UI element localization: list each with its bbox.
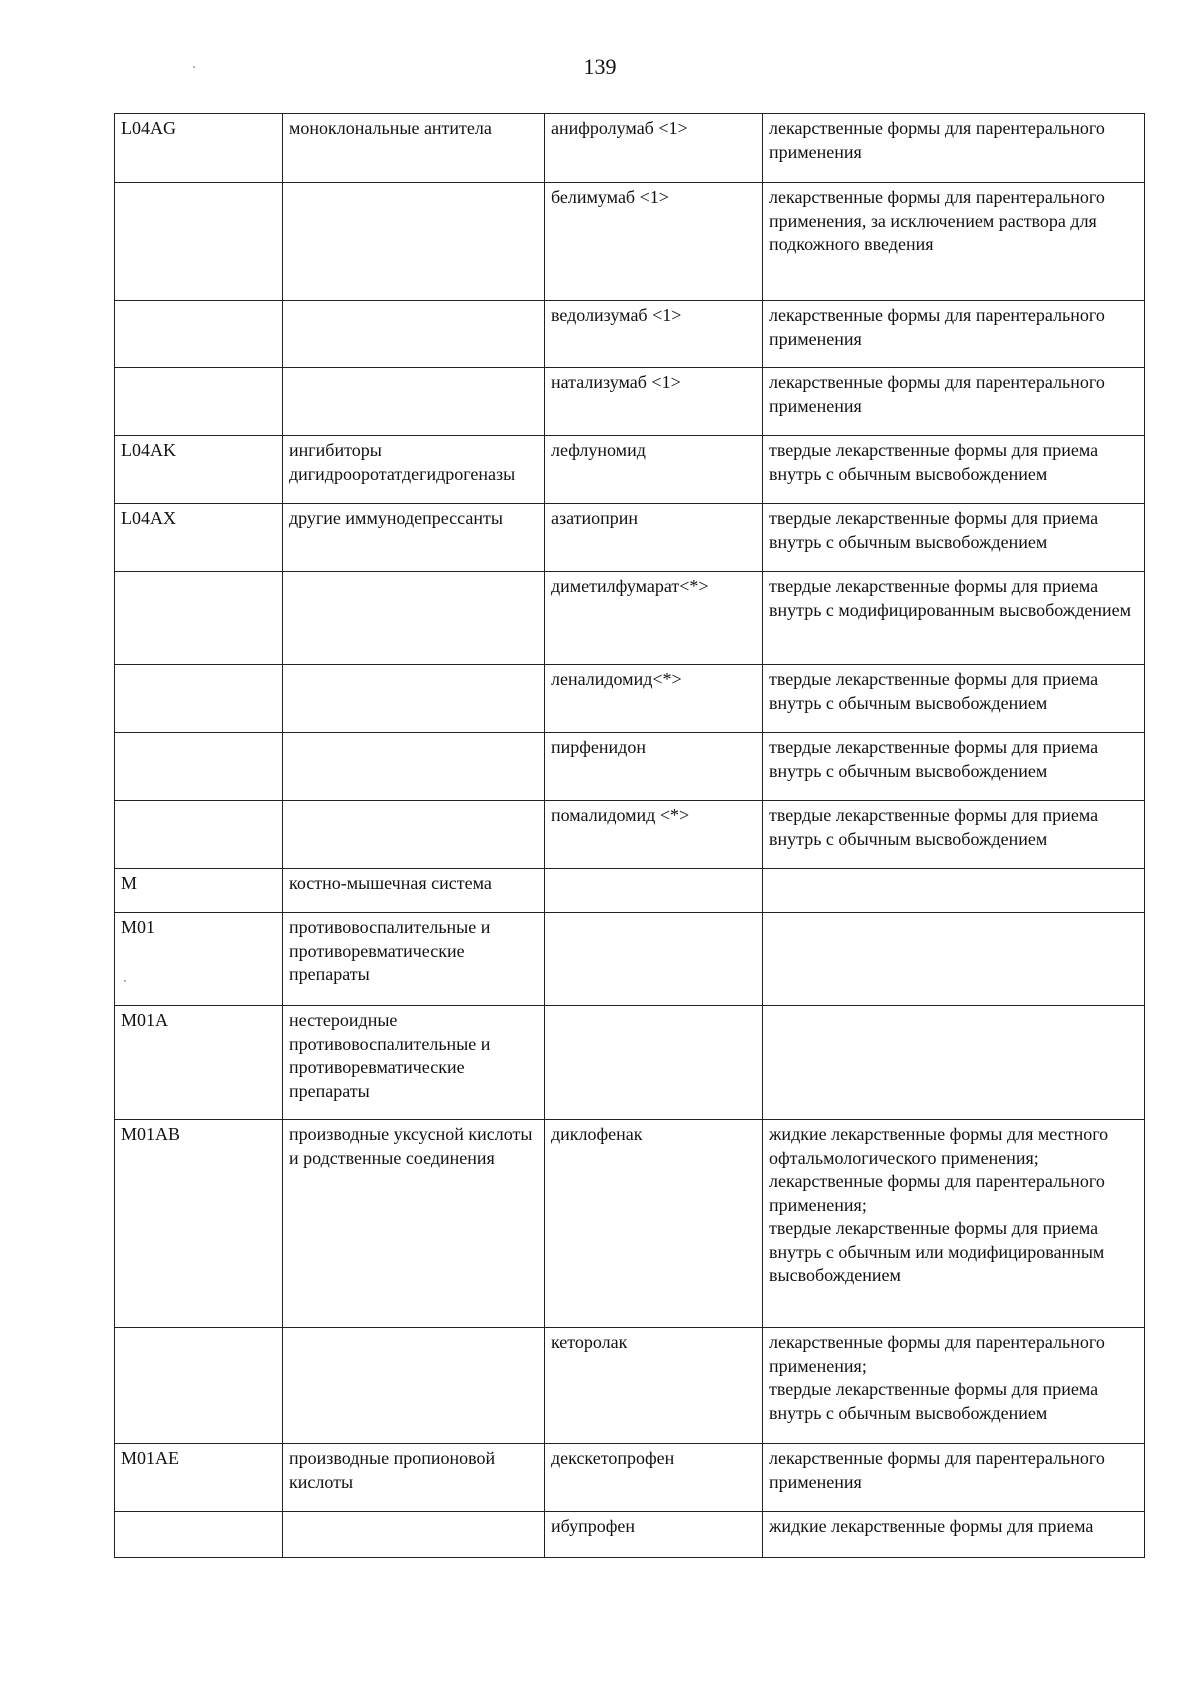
cell-code: M01A xyxy=(115,1006,283,1120)
cell-drug: кеторолак xyxy=(545,1328,763,1444)
cell-group: производные уксусной кислоты и родственные соединения xyxy=(283,1120,545,1328)
cell-form xyxy=(763,913,1145,1006)
table-row xyxy=(115,301,1145,368)
cell-group: противовоспалительные и противоревматические препараты xyxy=(283,913,545,1006)
table-row xyxy=(115,183,1145,301)
cell-group xyxy=(283,1328,545,1444)
cell-form: твердые лекарственные формы для приема внутрь с обычным высвобождением xyxy=(763,436,1145,504)
scan-speck xyxy=(124,980,126,982)
cell-code xyxy=(115,1512,283,1558)
cell-code xyxy=(115,1328,283,1444)
cell-drug: ибупрофен xyxy=(545,1512,763,1558)
cell-drug xyxy=(545,913,763,1006)
cell-drug xyxy=(545,1006,763,1120)
cell-drug: азатиоприн xyxy=(545,504,763,572)
cell-code xyxy=(115,665,283,733)
table-row xyxy=(115,913,1145,1006)
cell-drug: диклофенак xyxy=(545,1120,763,1328)
cell-drug: анифролумаб <1> xyxy=(545,114,763,183)
cell-group: нестероидные противовоспалительные и противоревматические препараты xyxy=(283,1006,545,1120)
cell-form xyxy=(763,1006,1145,1120)
cell-group xyxy=(283,572,545,665)
scan-speck xyxy=(193,66,195,68)
cell-form: лекарственные формы для парентерального применения xyxy=(763,368,1145,436)
cell-form: лекарственные формы для парентерального применения xyxy=(763,1444,1145,1512)
cell-group: ингибиторы дигидрооротатдегидрогеназы xyxy=(283,436,545,504)
cell-code xyxy=(115,368,283,436)
table-row xyxy=(115,114,1145,183)
cell-group xyxy=(283,368,545,436)
cell-form: твердые лекарственные формы для приема внутрь с обычным высвобождением xyxy=(763,665,1145,733)
table-row xyxy=(115,1328,1145,1444)
cell-drug: натализумаб <1> xyxy=(545,368,763,436)
cell-drug: декскетопрофен xyxy=(545,1444,763,1512)
cell-form: жидкие лекарственные формы для местного офтальмологического применения; лекарственные формы для парентерального применения; твердые лекарственные формы для приема внутрь с обычным или модифицированным высвобождением xyxy=(763,1120,1145,1328)
drug-table xyxy=(114,113,1145,1558)
cell-code: M01AB xyxy=(115,1120,283,1328)
cell-drug: леналидомид<*> xyxy=(545,665,763,733)
table-row xyxy=(115,665,1145,733)
cell-code xyxy=(115,572,283,665)
cell-code: L04AX xyxy=(115,504,283,572)
cell-drug: лефлуномид xyxy=(545,436,763,504)
cell-group xyxy=(283,301,545,368)
table-row xyxy=(115,1120,1145,1328)
cell-drug: ведолизумаб <1> xyxy=(545,301,763,368)
cell-form: лекарственные формы для парентерального применения; твердые лекарственные формы для приема внутрь с обычным высвобождением xyxy=(763,1328,1145,1444)
cell-drug: белимумаб <1> xyxy=(545,183,763,301)
cell-drug: помалидомид <*> xyxy=(545,801,763,869)
cell-group xyxy=(283,1512,545,1558)
cell-group xyxy=(283,183,545,301)
cell-code xyxy=(115,801,283,869)
cell-code: L04AK xyxy=(115,436,283,504)
table-row xyxy=(115,368,1145,436)
cell-form xyxy=(763,869,1145,913)
table-row xyxy=(115,801,1145,869)
cell-drug xyxy=(545,869,763,913)
cell-group xyxy=(283,733,545,801)
cell-group: другие иммунодепрессанты xyxy=(283,504,545,572)
table-row xyxy=(115,1444,1145,1512)
cell-group xyxy=(283,665,545,733)
table-row xyxy=(115,733,1145,801)
table-row xyxy=(115,436,1145,504)
cell-form: лекарственные формы для парентерального применения xyxy=(763,114,1145,183)
cell-drug: диметилфумарат<*> xyxy=(545,572,763,665)
cell-form: лекарственные формы для парентерального применения xyxy=(763,301,1145,368)
cell-code: M01AE xyxy=(115,1444,283,1512)
cell-code xyxy=(115,733,283,801)
cell-form: лекарственные формы для парентерального применения, за исключением раствора для подкожного введения xyxy=(763,183,1145,301)
cell-form: твердые лекарственные формы для приема внутрь с обычным высвобождением xyxy=(763,504,1145,572)
cell-group: производные пропионовой кислоты xyxy=(283,1444,545,1512)
cell-group: моноклональные антитела xyxy=(283,114,545,183)
table-row xyxy=(115,1006,1145,1120)
table-row xyxy=(115,572,1145,665)
cell-form: жидкие лекарственные формы для приема xyxy=(763,1512,1145,1558)
cell-drug: пирфенидон xyxy=(545,733,763,801)
cell-form: твердые лекарственные формы для приема внутрь с обычным высвобождением xyxy=(763,733,1145,801)
cell-group: костно-мышечная система xyxy=(283,869,545,913)
cell-code xyxy=(115,301,283,368)
table-row xyxy=(115,869,1145,913)
cell-form: твердые лекарственные формы для приема внутрь с обычным высвобождением xyxy=(763,801,1145,869)
cell-code xyxy=(115,183,283,301)
cell-code: M xyxy=(115,869,283,913)
cell-group xyxy=(283,801,545,869)
cell-form: твердые лекарственные формы для приема внутрь с модифицированным высвобождением xyxy=(763,572,1145,665)
table-row xyxy=(115,504,1145,572)
cell-code: L04AG xyxy=(115,114,283,183)
page-number: 139 xyxy=(583,54,617,79)
cell-code: M01 xyxy=(115,913,283,1006)
table-row xyxy=(115,1512,1145,1558)
